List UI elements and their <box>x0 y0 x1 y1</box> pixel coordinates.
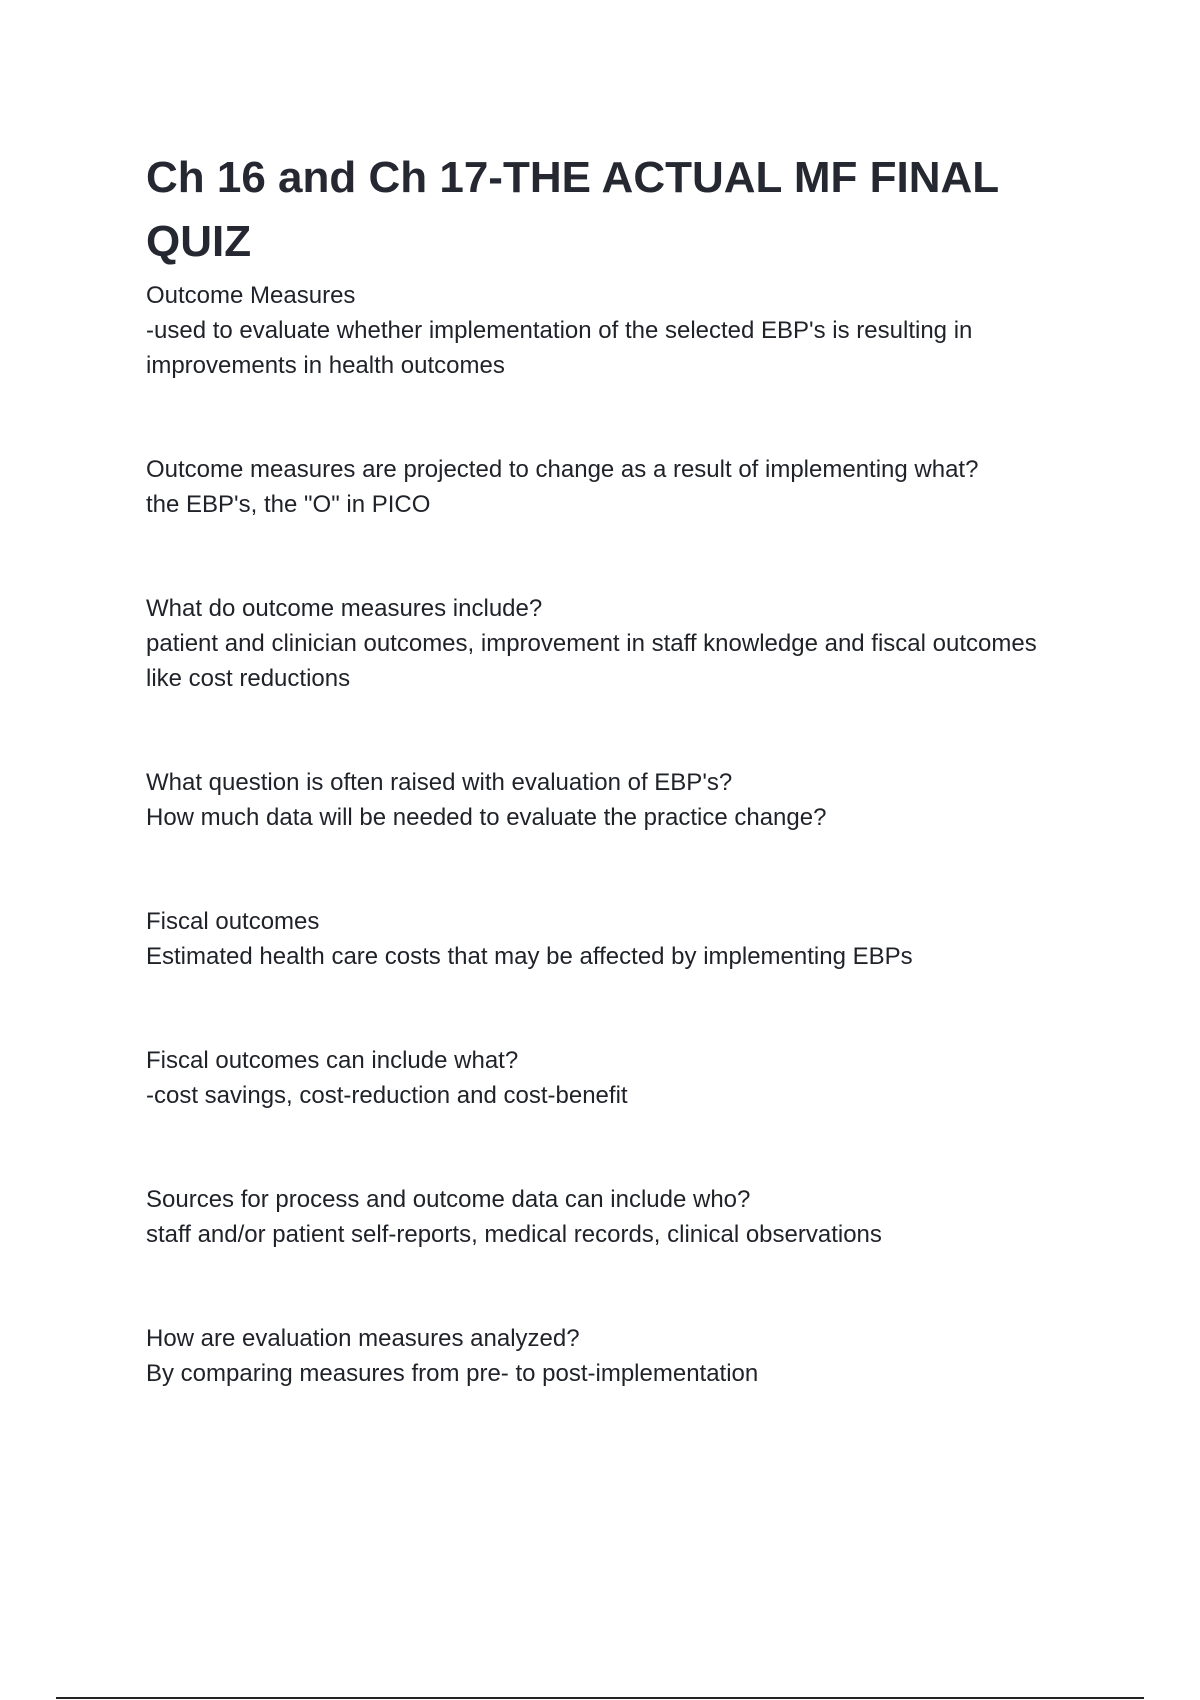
flashcard-definition: By comparing measures from pre- to post-implementation <box>146 1360 759 1387</box>
flashcard <box>146 591 1076 696</box>
flashcard <box>146 1321 1076 1391</box>
flashcard-term: Fiscal outcomes can include what? <box>146 1047 519 1074</box>
flashcard-list <box>146 278 1076 1460</box>
flashcard-term: Outcome Measures <box>146 282 356 309</box>
flashcard-term: What question is often raised with evaluation of EBP's? <box>146 769 733 796</box>
flashcard-definition: -cost savings, cost-reduction and cost-benefit <box>146 1082 628 1109</box>
flashcard-definition: staff and/or patient self-reports, medical records, clinical observations <box>146 1221 882 1248</box>
flashcard <box>146 1182 1076 1252</box>
flashcard <box>146 904 1076 974</box>
flashcard <box>146 452 1076 522</box>
flashcard-definition: the EBP's, the "O" in PICO <box>146 491 431 518</box>
flashcard-definition: -used to evaluate whether implementation of the selected EBP's is resulting in improvements in health outcomes <box>146 317 973 379</box>
page-bottom-divider <box>56 1697 1144 1699</box>
document-title: Ch 16 and Ch 17-THE ACTUAL MF FINAL QUIZ <box>146 153 999 266</box>
flashcard-term: Sources for process and outcome data can include who? <box>146 1186 751 1213</box>
flashcard-term: How are evaluation measures analyzed? <box>146 1325 580 1352</box>
flashcard <box>146 1043 1076 1113</box>
flashcard-definition: Estimated health care costs that may be affected by implementing EBPs <box>146 943 913 970</box>
flashcard <box>146 765 1076 835</box>
flashcard-term: Fiscal outcomes <box>146 908 320 935</box>
flashcard <box>146 278 1076 383</box>
flashcard-definition: patient and clinician outcomes, improvement in staff knowledge and fiscal outcomes like cost reductions <box>146 630 1037 692</box>
flashcard-term: What do outcome measures include? <box>146 595 543 622</box>
flashcard-definition: How much data will be needed to evaluate the practice change? <box>146 804 827 831</box>
flashcard-term: Outcome measures are projected to change as a result of implementing what? <box>146 456 979 483</box>
